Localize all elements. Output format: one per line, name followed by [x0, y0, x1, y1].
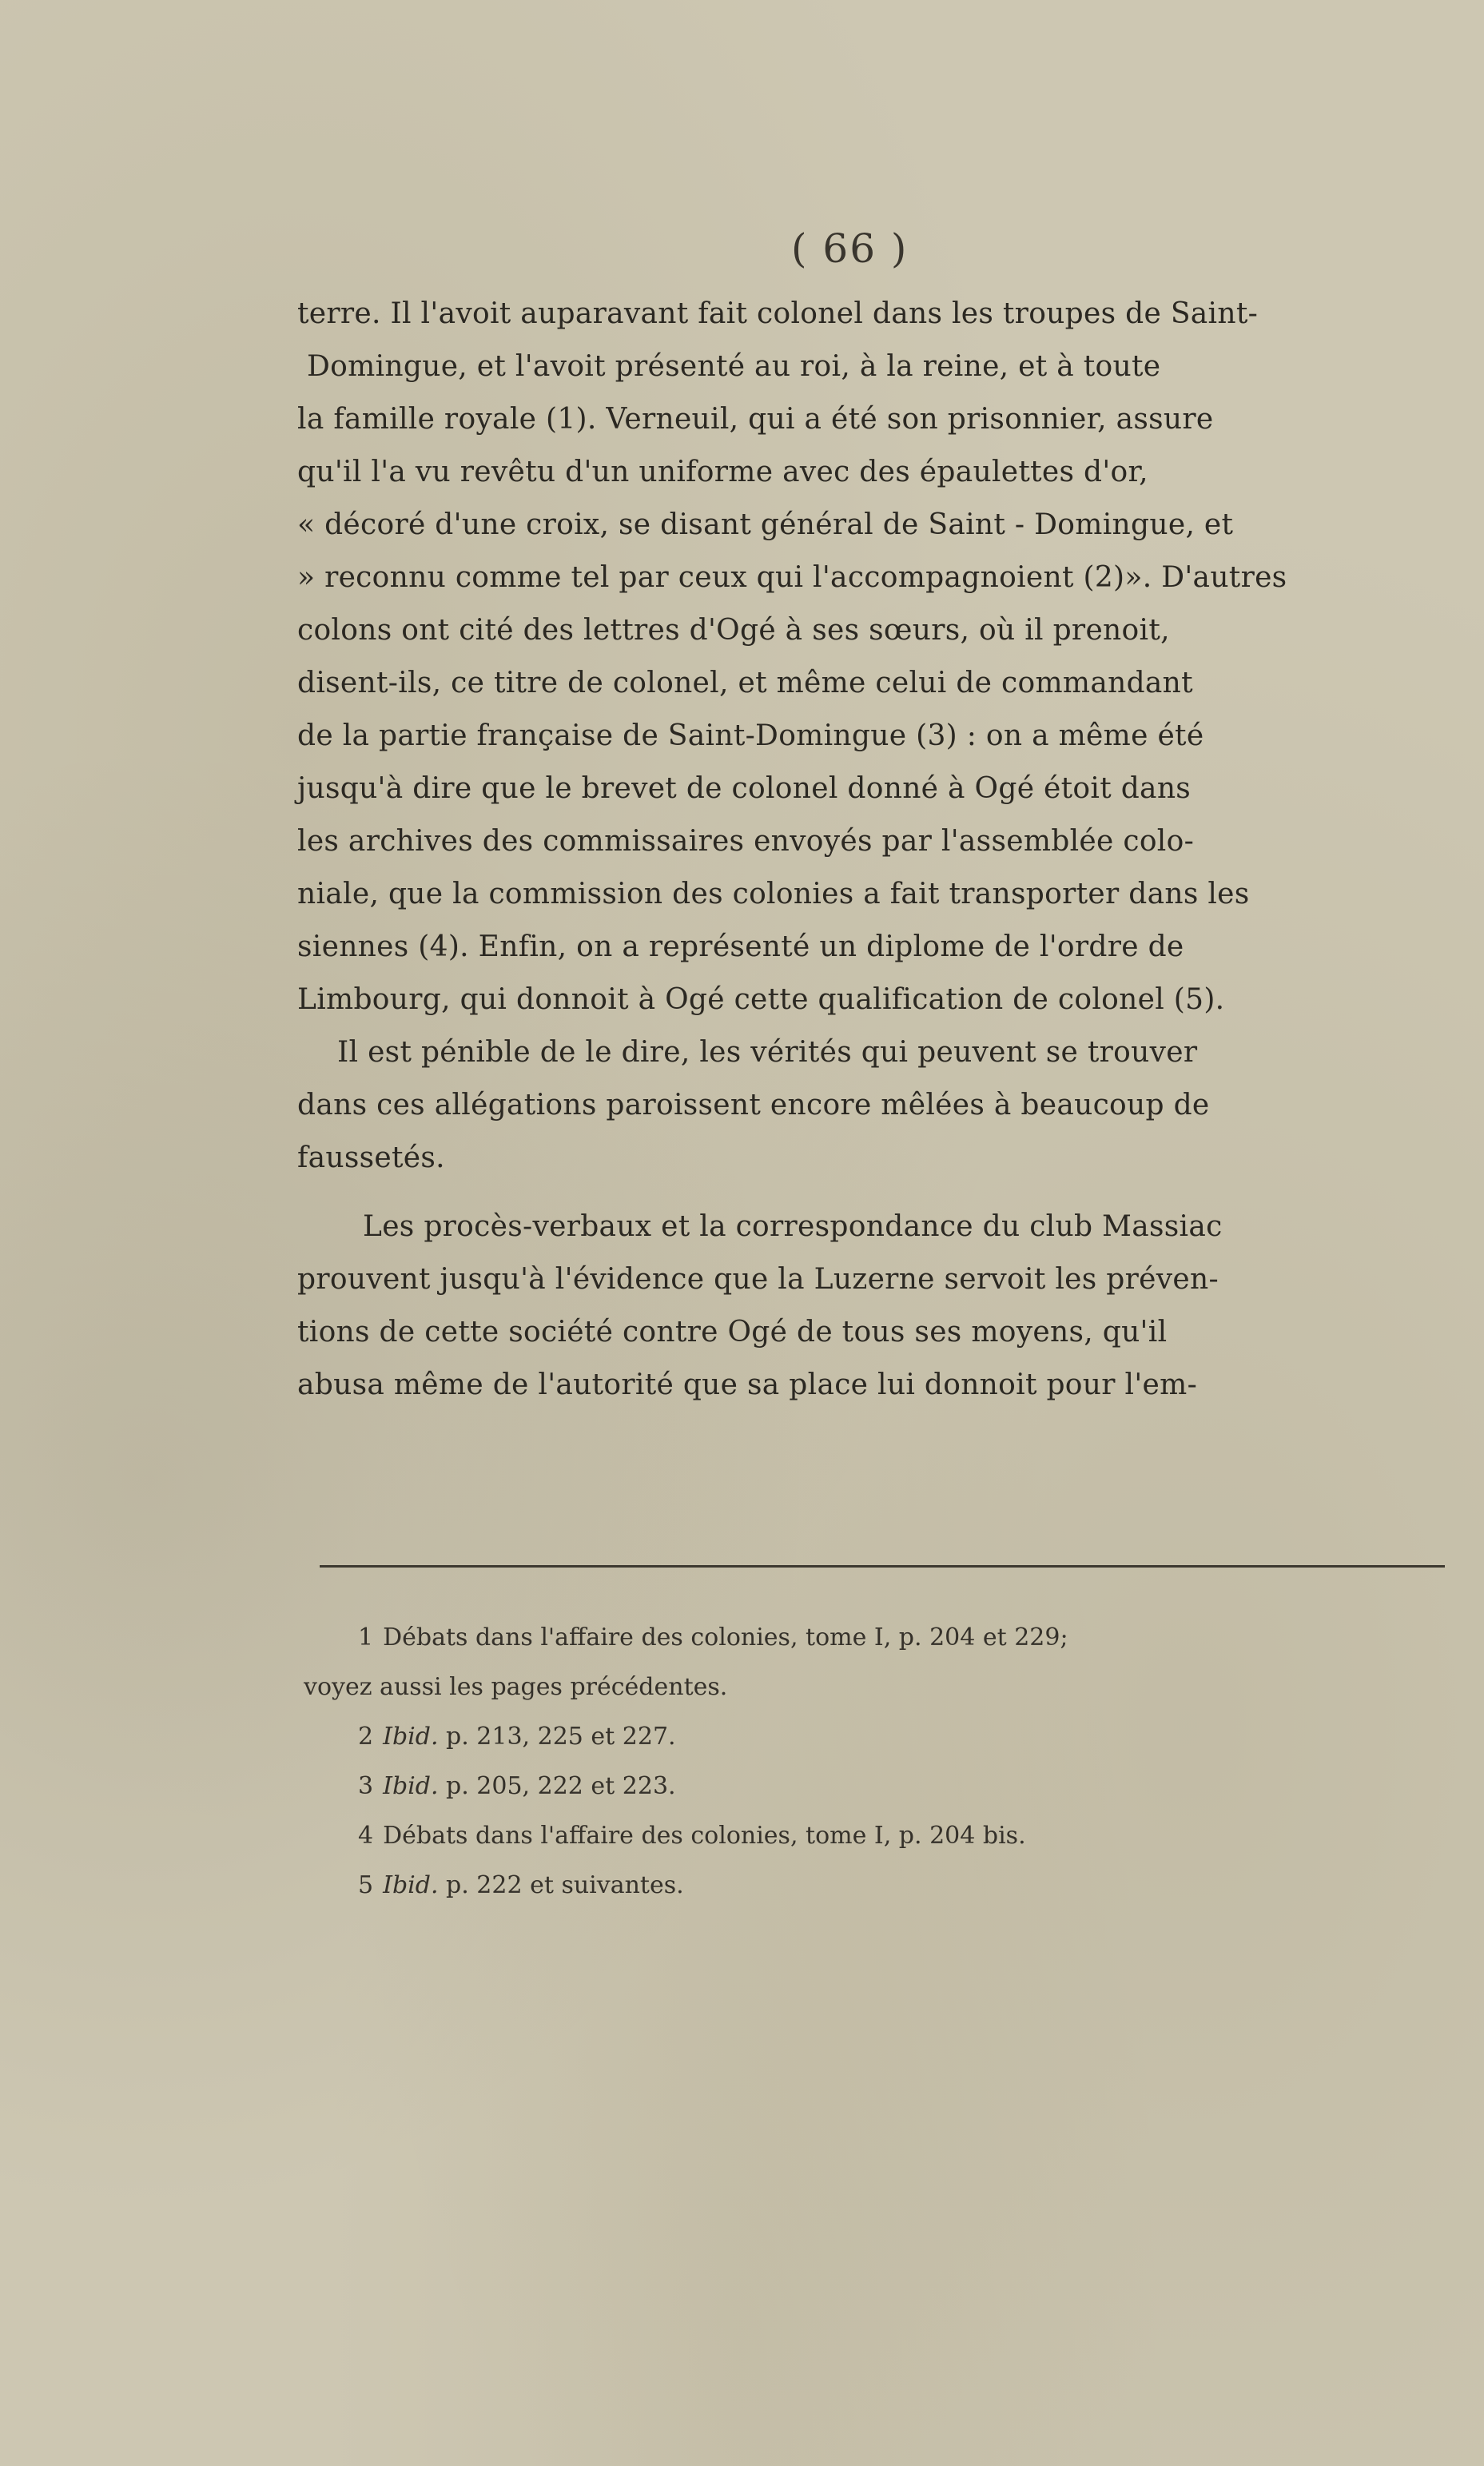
body-line: Limbourg, qui donnoit à Ogé cette qualification de colonel (5). [297, 983, 1225, 1016]
footnote-number: 2 [358, 1723, 374, 1751]
footnote [304, 1811, 1462, 1861]
body-line: qu'il l'a vu revêtu d'un uniforme avec des épaulettes d'or, [297, 456, 1148, 488]
footnote-ibid: Ibid. [383, 1723, 439, 1751]
footnote-text: voyez aussi les pages précédentes. [304, 1673, 728, 1701]
footnote-text: p. 205, 222 et 223. [438, 1772, 676, 1800]
body-line: jusqu'à dire que le brevet de colonel donné à Ogé étoit dans [297, 772, 1192, 805]
footnote-number: 3 [358, 1772, 374, 1800]
body-line: Domingue, et l'avoit présenté au roi, à la reine, et à toute [307, 350, 1161, 383]
body-text [297, 288, 1472, 1412]
body-line: les archives des commissaires envoyés par l'assemblée colo- [297, 825, 1195, 858]
footnote-number: 1 [358, 1623, 374, 1651]
body-line: abusa même de l'autorité que sa place lui donnoit pour l'em- [297, 1368, 1198, 1401]
footnote [304, 1613, 1462, 1663]
footnote-separator [320, 1565, 1445, 1568]
footnote-ibid: Ibid. [383, 1772, 439, 1800]
body-line: Les procès-verbaux et la correspondance du club Massiac [363, 1210, 1223, 1243]
footnote [304, 1663, 1462, 1712]
footnote [304, 1762, 1462, 1811]
footnotes [304, 1613, 1462, 1910]
footnote-ibid: Ibid. [383, 1871, 439, 1899]
body-line: de la partie française de Saint-Domingue (3) : on a même été [297, 719, 1204, 752]
body-line: siennes (4). Enfin, on a représenté un diplome de l'ordre de [297, 930, 1184, 963]
footnote [304, 1861, 1462, 1910]
footnote [304, 1712, 1462, 1762]
body-line: faussetés. [297, 1141, 445, 1174]
body-line: tions de cette société contre Ogé de tous ses moyens, qu'il [297, 1316, 1168, 1349]
footnote-text: p. 213, 225 et 227. [438, 1723, 676, 1751]
body-line: « décoré d'une croix, se disant général de Saint - Domingue, et [297, 508, 1234, 541]
footnote-text: p. 222 et suivantes. [438, 1871, 684, 1899]
footnote-text: Débats dans l'affaire des colonies, tome I, p. 204 bis. [383, 1822, 1026, 1850]
footnote-number: 5 [358, 1871, 374, 1899]
page-number: ( 66 ) [791, 225, 909, 272]
body-line: disent-ils, ce titre de colonel, et même celui de commandant [297, 667, 1193, 699]
body-line: colons ont cité des lettres d'Ogé à ses sœurs, où il prenoit, [297, 614, 1170, 647]
footnote-text: Débats dans l'affaire des colonies, tome I, p. 204 et 229; [383, 1623, 1068, 1651]
body-line: la famille royale (1). Verneuil, qui a été son prisonnier, assure [297, 403, 1214, 436]
footnote-number: 4 [358, 1822, 374, 1850]
body-line: niale, que la commission des colonies a fait transporter dans les [297, 878, 1250, 910]
body-line: » reconnu comme tel par ceux qui l'accompagnoient (2)». D'autres [297, 561, 1287, 594]
body-line: Il est pénible de le dire, les vérités qui peuvent se trouver [337, 1036, 1198, 1069]
body-line: terre. Il l'avoit auparavant fait colonel dans les troupes de Saint- [297, 297, 1259, 330]
body-line: dans ces allégations paroissent encore mêlées à beaucoup de [297, 1089, 1210, 1121]
body-line: prouvent jusqu'à l'évidence que la Luzerne servoit les préven- [297, 1263, 1219, 1296]
